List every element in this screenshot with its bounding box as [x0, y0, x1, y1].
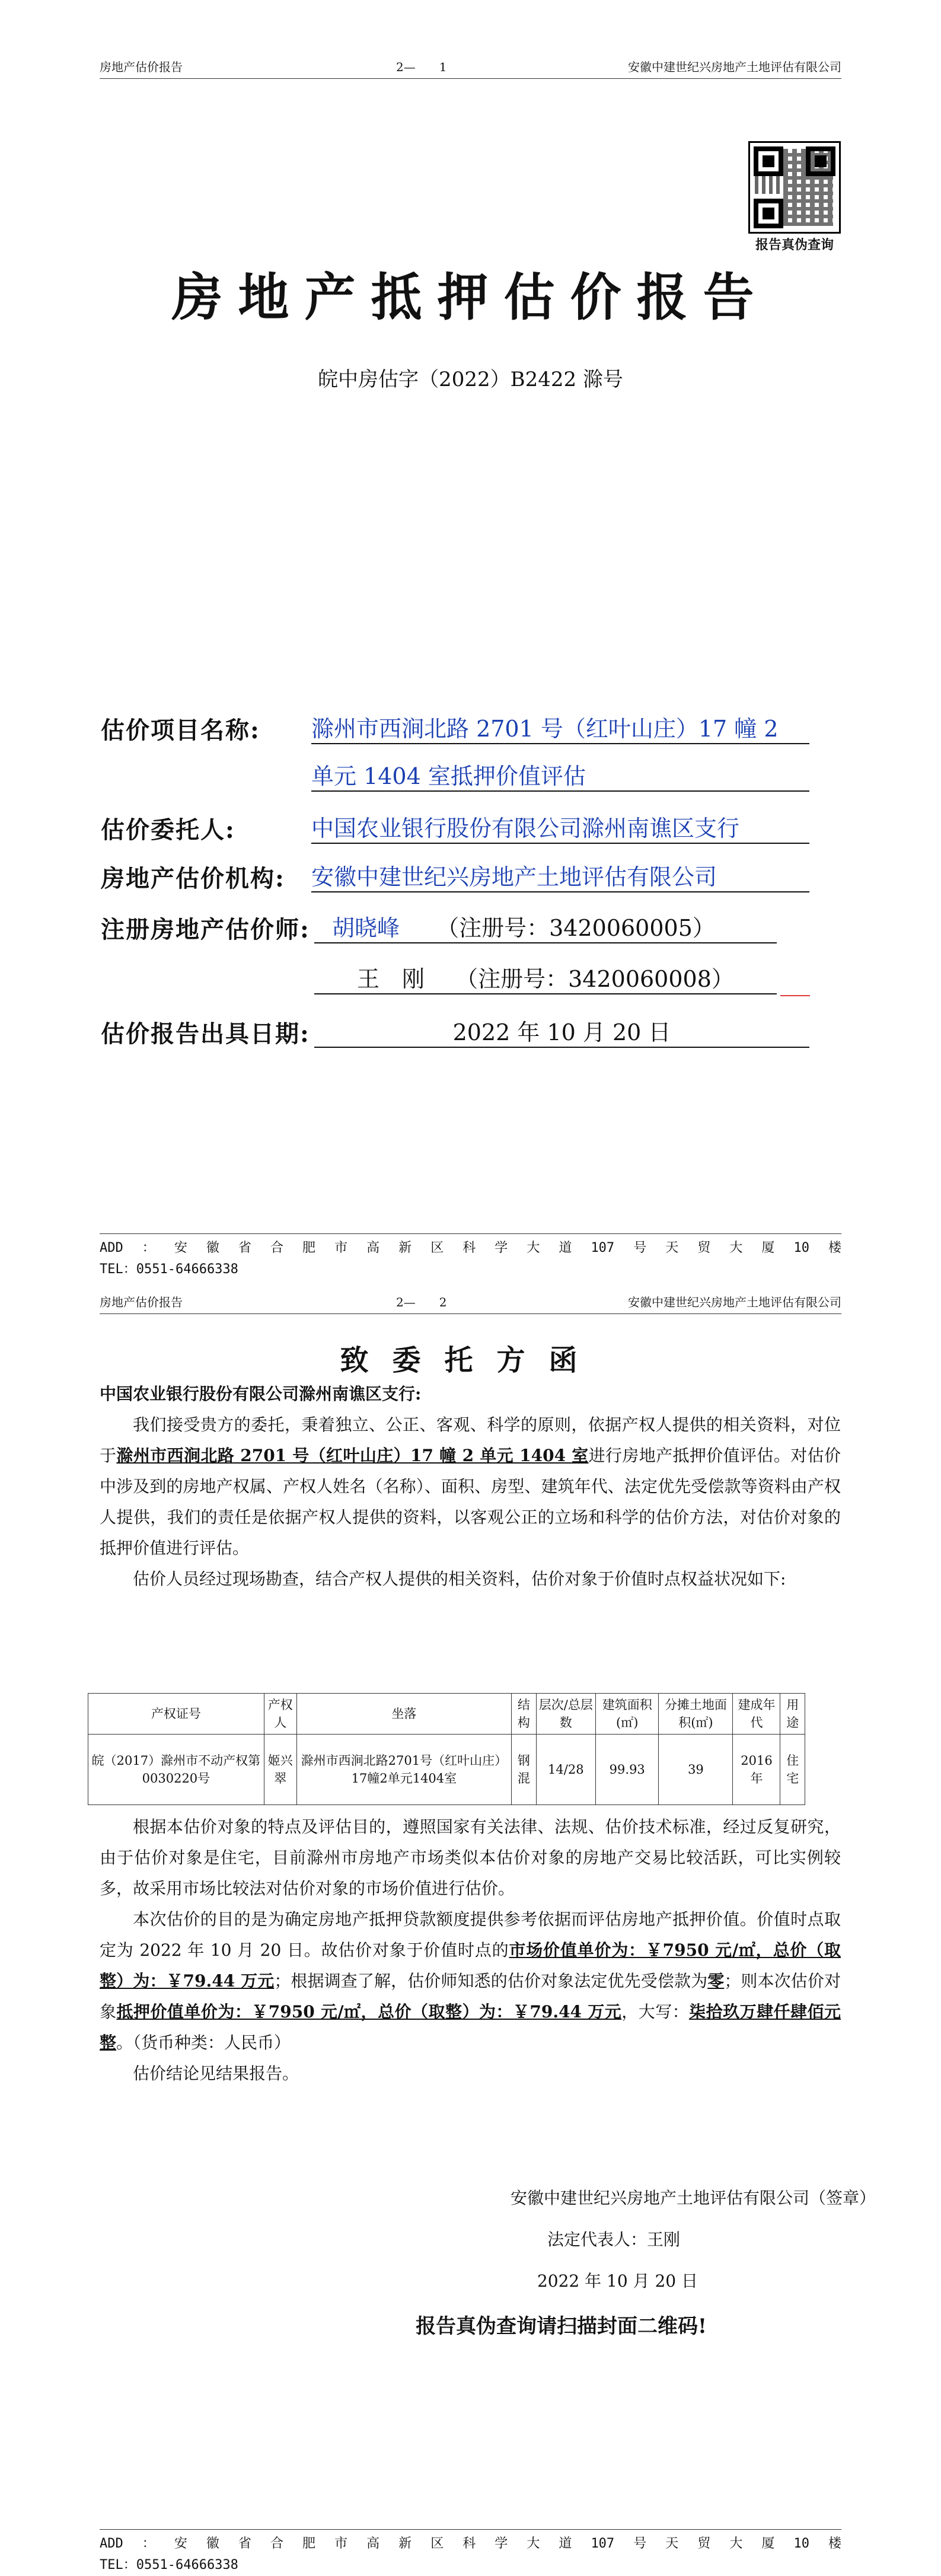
table-cell: 14/28 — [536, 1735, 596, 1805]
table-cell: 99.93 — [596, 1735, 659, 1805]
footer-address-char: 大 — [527, 2536, 540, 2551]
agency-value[interactable]: 安徽中建世纪兴房地产土地评估有限公司 — [311, 859, 809, 892]
market-value: 市场价值单价为：￥7950 元/㎡，总价（取整）为：￥79.44 万元 — [100, 1940, 841, 1991]
footer-address-char: 107 — [591, 2536, 615, 2551]
report-number: 皖中房估字（2022）B2422 滁号 — [318, 368, 623, 391]
project-name-label: 估价项目名称: — [101, 716, 260, 744]
footer-address-char: 道 — [559, 1241, 572, 1255]
footer-address-char: 天 — [665, 1241, 679, 1255]
header-company: 安徽中建世纪兴房地产土地评估有限公司 — [628, 1295, 841, 1309]
report-cover-page — [0, 0, 941, 1281]
appraiser-2-reg: （注册号：3420060008） — [455, 966, 734, 992]
table-header-cell: 分摊土地面积(㎡) — [659, 1694, 733, 1735]
report-title: 房地产抵押估价报告 — [171, 267, 770, 327]
footer-address-char: 贸 — [697, 1241, 711, 1255]
footer-address-char: 区 — [430, 1241, 444, 1255]
paragraph-2: 估价人员经过现场勘查，结合产权人提供的相关资料，估价对象于价值时点权益状况如下: — [133, 1569, 786, 1589]
footer-address-char: 肥 — [302, 2536, 316, 2551]
footer-phone: TEL：0551-64666338 — [100, 2558, 238, 2572]
footer-address-char: 大 — [527, 1241, 540, 1255]
footer-address-char: 肥 — [302, 1241, 316, 1255]
header-company: 安徽中建世纪兴房地产土地评估有限公司 — [628, 60, 841, 74]
paragraph-1: 我们接受贵方的委托，秉着独立、公正、客观、科学的原则，依据产权人提供的相关资料，对位于滁州市西涧北路 2701 号（红叶山庄）17 幢 2 单元 1404 室进行房地产抵押价值评估。对估价中涉及到的房地产权属、产权人姓名（名称）、面积、房型、建筑年代、法定优先受偿款等资料由产权人提供，我们的责任是依据产权人提供的资料，以客观公正的立场和科学的估价方法，对估价对象的抵押价值进行评估。 — [100, 1415, 841, 1558]
appraiser-1-reg: （注册号：3420060005） — [436, 915, 715, 941]
appraiser-1-name: 胡晓峰 — [332, 915, 400, 941]
signature-company: 安徽中建世纪兴房地产土地评估有限公司（签章） — [510, 2188, 876, 2208]
table-cell: 姬兴翠 — [264, 1735, 296, 1805]
legal-representative: 法定代表人：王刚 — [547, 2230, 680, 2249]
verification-notice: 报告真伪查询请扫描封面二维码! — [416, 2314, 707, 2338]
qr-code-icon[interactable] — [748, 141, 841, 234]
footer-address-char: ： — [142, 2536, 155, 2551]
footer-address-char: 楼 — [828, 2536, 841, 2551]
page-header — [100, 55, 841, 79]
footer-address-char: 贸 — [697, 2536, 711, 2551]
footer-address-char: 安 — [174, 2536, 187, 2551]
table-row — [88, 1735, 805, 1805]
footer-address-char: 道 — [559, 2536, 572, 2551]
footer-address-char: 科 — [462, 2536, 476, 2551]
footer-address — [100, 1238, 841, 1259]
client-value[interactable]: 中国农业银行股份有限公司滁州南谯区支行 — [311, 810, 809, 844]
footer-address-char: 科 — [462, 1241, 476, 1255]
property-address: 滁州市西涧北路 2701 号（红叶山庄）17 幢 2 单元 1404 室 — [116, 1446, 589, 1465]
table-header-cell: 结构 — [512, 1694, 536, 1735]
footer-address-char: 省 — [238, 1241, 251, 1255]
header-title: 房地产估价报告 — [100, 60, 183, 74]
header-page-number: 2— 2 — [396, 1295, 447, 1309]
footer-address-char: 楼 — [828, 1241, 841, 1255]
table-header-cell: 建成年代 — [733, 1694, 780, 1735]
footer-address-char: 10 — [793, 2536, 809, 2551]
table-header-row — [88, 1694, 805, 1735]
page-footer — [100, 1233, 841, 1280]
letter-body-continued — [100, 1812, 841, 2089]
paragraph-3: 根据本估价对象的特点及评估目的，遵照国家有关法律、法规、估价技术标准，经过反复研究，由于估价对象是住宅，目前滁州市房地产市场类似本估价对象的房地产交易比较活跃，可比实例较多，故采用市场比较法对估价对象的市场价值进行估价。 — [100, 1817, 841, 1898]
footer-address-char: 学 — [495, 2536, 508, 2551]
page-header — [100, 1290, 841, 1314]
appraiser-2-name: 王 刚 — [357, 966, 425, 992]
table-header-cell: 坐落 — [296, 1694, 511, 1735]
table-cell: 住宅 — [780, 1735, 805, 1805]
table-cell: 2016年 — [733, 1735, 780, 1805]
table-cell: 钢混 — [512, 1735, 536, 1805]
footer-address-char: 10 — [793, 1241, 809, 1255]
table-header-cell: 用途 — [780, 1694, 805, 1735]
header-page-number: 2— 1 — [396, 60, 447, 74]
footer-address-char: 安 — [174, 1241, 187, 1255]
footer-address-char: 徽 — [206, 2536, 219, 2551]
letter-page — [0, 1290, 941, 2575]
footer-address-char: 合 — [270, 2536, 283, 2551]
date-label: 估价报告出具日期: — [101, 1020, 310, 1048]
project-name-value-line2[interactable]: 单元 1404 室抵押价值评估 — [311, 758, 809, 792]
header-title: 房地产估价报告 — [100, 1295, 183, 1309]
footer-address-char: 厦 — [761, 2536, 775, 2551]
letter-title: 致委托方函 — [340, 1344, 601, 1377]
date-value: 2022 年 10 月 20 日 — [314, 1014, 809, 1048]
footer-address-char: 厦 — [761, 1241, 775, 1255]
footer-address-char: 107 — [591, 1241, 615, 1255]
mortgage-value: 抵押价值单价为：￥7950 元/㎡，总价（取整）为：￥79.44 万元 — [116, 2002, 622, 2022]
red-mark — [780, 995, 810, 996]
footer-address-char: 市 — [334, 1241, 348, 1255]
table-header-cell: 建筑面积(㎡) — [596, 1694, 659, 1735]
property-table — [88, 1693, 805, 1805]
footer-address-char: 合 — [270, 1241, 283, 1255]
footer-address-char: ADD — [100, 1241, 123, 1255]
footer-address-char: ADD — [100, 2536, 123, 2551]
amount-in-words: 柒拾玖万肆仟肆佰元整 — [100, 2002, 841, 2052]
footer-address-char: 大 — [729, 1241, 743, 1255]
signature-date: 2022 年 10 月 20 日 — [537, 2271, 698, 2291]
paragraph-4: 本次估价的目的是为确定房地产抵押贷款额度提供参考依据而评估房地产抵押价值。价值时点取定为 2022 年 10 月 20 日。故估价对象于价值时点的市场价值单价为：￥7950 元/㎡，总价（取整）为：￥79.44 万元；根据调查了解，估价师知悉的估价对象法定优先受偿款为零；则本次估价对象抵押价值单价为：￥7950 元/㎡，总价（取整）为：￥79.44 万元，大写：柒拾玖万肆仟肆佰元整。（货币种类：人民币） — [100, 1909, 841, 2052]
footer-address-char: 大 — [729, 2536, 743, 2551]
page-footer — [100, 2529, 841, 2576]
table-header-cell: 产权证号 — [88, 1694, 264, 1735]
footer-address-char: 新 — [398, 1241, 412, 1255]
table-cell: 皖（2017）滁州市不动产权第0030220号 — [88, 1735, 264, 1805]
footer-address-char: 学 — [495, 1241, 508, 1255]
client-label: 估价委托人: — [101, 816, 235, 844]
agency-label: 房地产估价机构: — [101, 865, 285, 892]
table-header-cell: 产权人 — [264, 1694, 296, 1735]
footer-address-char: 高 — [366, 1241, 380, 1255]
footer-address-char: 区 — [430, 2536, 444, 2551]
appraisers-label: 注册房地产估价师: — [101, 916, 310, 943]
footer-address-char: 市 — [334, 2536, 348, 2551]
letter-body — [100, 1379, 841, 1595]
qr-caption: 报告真伪查询 — [755, 237, 834, 253]
appraiser-2 — [314, 961, 777, 994]
table-header-cell: 层次/总层数 — [536, 1694, 596, 1735]
footer-address-char: 高 — [366, 2536, 380, 2551]
footer-address-char: 号 — [633, 2536, 647, 2551]
footer-address-char: 徽 — [206, 1241, 219, 1255]
footer-address-char: ： — [142, 1241, 155, 1255]
addressee: 中国农业银行股份有限公司滁州南谯区支行: — [100, 1384, 422, 1404]
table-cell: 滁州市西涧北路2701号（红叶山庄）17幢2单元1404室 — [296, 1735, 511, 1805]
footer-address — [100, 2533, 841, 2555]
footer-phone: TEL：0551-64666338 — [100, 1262, 238, 1277]
project-name-value[interactable]: 滁州市西涧北路 2701 号（红叶山庄）17 幢 2 — [311, 710, 809, 744]
footer-address-char: 号 — [633, 1241, 647, 1255]
footer-address-char: 省 — [238, 2536, 251, 2551]
appraiser-1 — [314, 910, 777, 943]
footer-address-char: 天 — [665, 2536, 679, 2551]
footer-address-char: 新 — [398, 2536, 412, 2551]
paragraph-5: 估价结论见结果报告。 — [133, 2064, 299, 2083]
table-cell: 39 — [659, 1735, 733, 1805]
